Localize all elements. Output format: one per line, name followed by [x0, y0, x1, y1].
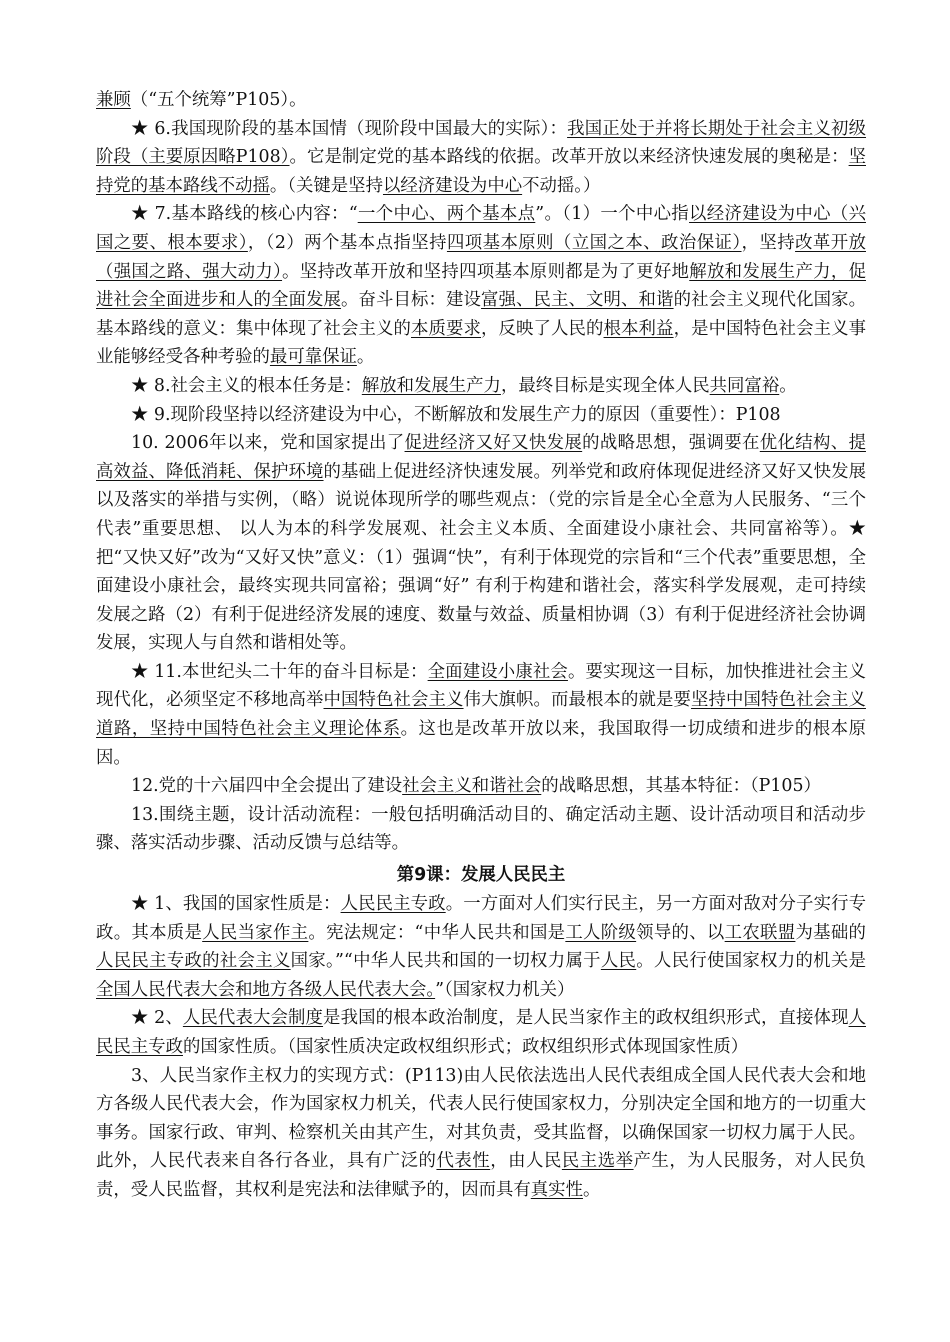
paragraph-6 [96, 115, 866, 201]
text-run: 伟大旗帜。而最根本的就是要 [463, 690, 692, 711]
text-run: 的战略思想，其基本特征：（P105） [541, 776, 821, 797]
text-run: ★ 6.我国现阶段的基本国情（现阶段中国最大的实际）： [131, 118, 568, 139]
text-run: ”（国家权力机关） [435, 979, 575, 1000]
underlined-term: 四项基本原则（立国之本、政治保证） [446, 232, 742, 253]
text-run: ★ 9.现阶段坚持以经济建设为中心，不断解放和发展生产力的原因（重要性）：P108 [131, 404, 781, 425]
text-run: ，反映了人民的 [481, 318, 604, 339]
text-run: 3、人民当家作主权力的实现方式：(P113)由人民依法选出人民代表组成全国人民代表大会和地方各级人民代表大会，作为国家权力机关，代表人民行使国家权力，分别决定全国和地方的一切重大事务。国家行政、审判、检察机关由其产生，对其负责，受其监督，以确保国家一切权力属于人民。此外，人民代表来自各行各业，具有广泛的 [96, 1065, 866, 1172]
paragraph-7 [96, 200, 866, 372]
text-run: 不动摇。） [522, 175, 601, 196]
text-run: ★ 1、我国的国家性质是： [131, 894, 341, 915]
text-run: 。一方面对人们实行民主，另一方面对敌对分子实行专政。其本质是 [96, 894, 867, 943]
section-heading: 第9课：发展人民民主 [396, 865, 566, 886]
paragraph-8 [96, 372, 866, 401]
underlined-term: 促进经济又好又快发展 [404, 433, 583, 454]
underlined-term: 全国人民代表大会和地方各级人民代表大会。 [96, 979, 436, 1000]
underlined-term: 坚持党的基本路线不动摇 [96, 147, 866, 196]
underlined-term: 民主选举 [561, 1151, 634, 1172]
underlined-term: 工人阶级 [565, 922, 637, 943]
text-run: 为基础的 [795, 922, 866, 943]
underlined-term: 我国正处于并将长期处于社会主义初级阶段（主要原因略P108） [96, 118, 866, 168]
underlined-term: 共同富裕 [709, 375, 780, 396]
paragraph-10 [96, 429, 866, 658]
text-run: 。坚持改革开放和坚持四项基本原则都是为了更好地 [282, 261, 690, 282]
text-run: ，（2）两个基本点指坚持 [247, 232, 447, 253]
section-paragraph-2 [96, 1004, 866, 1061]
text-run: 。奋斗目标：建设 [341, 290, 482, 311]
underlined-term: 代表性 [436, 1151, 491, 1172]
text-run: ★ 11.本世纪头二十年的奋斗目标是： [131, 661, 428, 682]
text-run: ，是中国特色社会主义事业能够经受各种考验的 [96, 318, 866, 368]
text-run: 。人民行使国家权力的机关是 [636, 951, 866, 972]
text-run: 。 [582, 1179, 601, 1200]
text-run: 。这也是改革开放以来，我国取得一切成绩和进步的根本原因。 [96, 719, 866, 768]
underlined-term: 本质要求 [411, 318, 482, 339]
underlined-term: 最可靠保证 [269, 347, 357, 368]
underlined-term: 人民民主专政 [96, 1008, 866, 1057]
underlined-term: 以经济建设为中心 [382, 175, 523, 196]
underlined-term: 解放和发展生产力，促进社会全面进步和人的全面发展 [96, 261, 866, 311]
text-run: ★ 7.基本路线的核心内容：“ [131, 204, 358, 225]
underlined-term: 解放和发展生产力 [361, 375, 501, 396]
text-run: 。要实现这一目标，加快推进社会主义现代化，必须坚定不移地高举 [96, 661, 866, 711]
text-run: 产生，为人民服务，对人民负责，受人民监督，其权利是宪法和法律赋予的，因而具有 [96, 1151, 866, 1200]
text-run: ，坚持 [741, 232, 796, 253]
document-page [96, 86, 866, 1205]
underlined-term: 中国特色社会主义 [323, 690, 464, 711]
underlined-term: 人民民主专政的社会主义 [96, 951, 291, 972]
text-run: 的社会主义现代化国家。基本路线的意义：集中体现了社会主义的 [96, 290, 866, 339]
text-run: 。（关键是坚持 [269, 175, 383, 196]
paragraph-13 [96, 801, 866, 858]
text-run: 。 [356, 347, 375, 368]
section-paragraph-1 [96, 890, 866, 1004]
text-run: 领导的、以 [636, 922, 725, 943]
text-run: 是我国的根本政治制度，是人民当家作主的政权组织形式，直接体现 [323, 1008, 849, 1029]
text-run: 12.党的十六届四中全会提出了建设 [131, 776, 403, 797]
text-run: 的国家性质。（国家性质决定政权组织形式；政权组织形式体现国家性质） [182, 1037, 749, 1057]
text-run: ，最终目标是实现全体人民 [500, 375, 710, 396]
underlined-term: 富强、民主、文明、和谐 [481, 290, 674, 311]
text-run: ★ 2、 [131, 1008, 183, 1029]
underlined-term: 真实性 [530, 1179, 583, 1200]
text-run: 10. 2006年以来，党和国家提出了 [131, 433, 405, 454]
text-run: 的战略思想，强调要在 [582, 433, 760, 454]
text-run: 国家。”“中华人民共和国的一切权力属于 [290, 951, 601, 972]
underlined-term: 人民 [600, 951, 637, 972]
underlined-term: 人民代表大会制度 [182, 1008, 324, 1029]
underlined-term: 坚持中国特色社会主义道路，坚持中国特色社会主义理论体系 [96, 690, 866, 740]
text-run: ★ 8.社会主义的根本任务是： [131, 375, 362, 396]
paragraph-5-tail [96, 86, 866, 115]
paragraph-11 [96, 658, 866, 772]
underlined-term: 优化结构、提高效益、降低消耗、保护环境 [96, 433, 866, 482]
paragraph-9 [96, 401, 866, 430]
section-paragraph-3 [96, 1062, 866, 1205]
paragraph-12 [96, 772, 866, 801]
underlined-term: 兼顾 [96, 90, 131, 110]
text-run: 。宪法规定：“中华人民共和国是 [308, 922, 566, 943]
text-run: 。它是制定党的基本路线的依据。改革开放以来经济快速发展的奥秘是： [289, 147, 849, 168]
underlined-term: 社会主义和谐社会 [402, 776, 542, 797]
underlined-term: 改革开放（强国之路、强大动力） [96, 232, 866, 282]
underlined-term: 一个中心、两个基本点 [357, 204, 536, 225]
text-run: 的基础上促进经济快速发展。列举党和政府体现促进经济又好又快发展以及落实的举措与实例，（略）说说体现所学的哪些观点：（党的宗旨是全心全意为人民服务、“三个代表”重要思想、 以人为本的科学发展观、社会主义本质、全面建设小康社会、共同富裕等）。★把“又快又好”改为“又好又快”意义：（1）强调“快”，有利于体现党的宗旨和“三个代表”重要思想，全面建设小康社会，最终实现共同富裕；强调“好” 有利于构建和谐社会，落实科学发展观，走可持续发展之路（2）有利于促进经济发展的速度、数量与效益、质量相协调（3）有利于促进经济社会协调发展，实现人与自然和谐相处等。 [96, 461, 866, 654]
text-run: ”。（1）一个中心指 [535, 204, 690, 225]
underlined-term: 根本利益 [603, 318, 674, 339]
underlined-term: 人民当家作主 [202, 922, 309, 943]
underlined-term: 工农联盟 [724, 922, 796, 943]
underlined-term: 全面建设小康社会 [427, 661, 568, 682]
text-run: （“五个统筹”P105）。 [130, 90, 307, 110]
text-run: 13.围绕主题，设计活动流程：一般包括明确活动目的、确定活动主题、设计活动项目和活动步骤、落实活动步骤、活动反馈与总结等。 [96, 804, 866, 854]
text-run: ，由人民 [490, 1151, 562, 1172]
underlined-term: 人民民主专政 [340, 894, 446, 915]
text-run: 。 [779, 375, 797, 396]
underlined-term: 以经济建设为中心（兴国之要、根本要求） [96, 204, 866, 253]
